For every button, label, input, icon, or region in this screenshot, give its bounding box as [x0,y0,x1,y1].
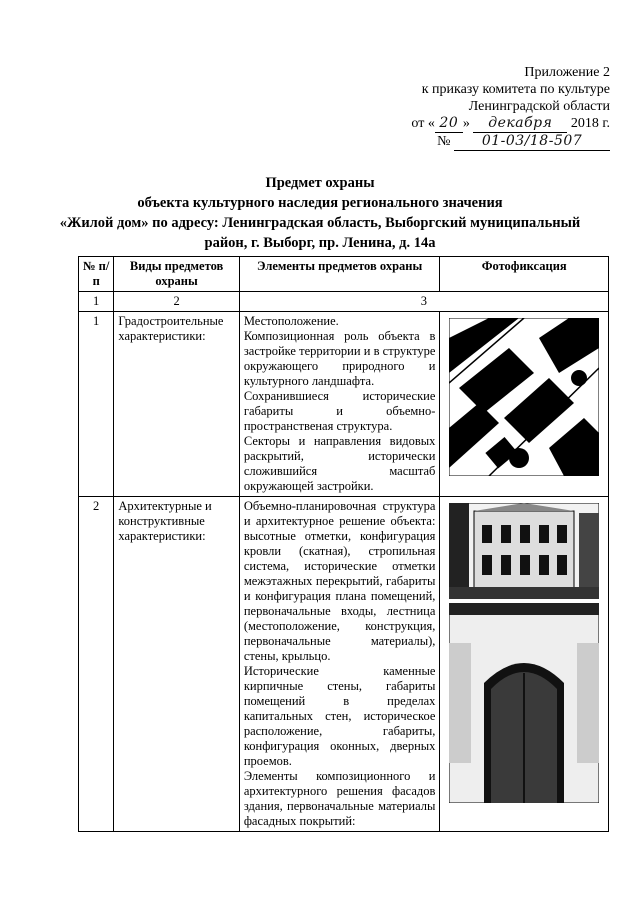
row-photo [440,312,609,497]
appendix-date-line [350,115,610,133]
header-num: № п/п [79,257,114,292]
table-row [79,312,609,497]
row-photo [440,497,609,832]
row-kind: Архитектурные и конструктивные характеристики: [114,497,239,832]
title-line-4: район, г. Выборг, пр. Ленина, д. 14а [204,235,436,251]
date-prefix: от « [411,116,435,131]
element-paragraph: Исторические каменные кирпичные стены, габариты помещений в пределах капитальных стен, историческое расположение, габариты, конфигурация оконных, дверных проемов. [243,664,436,768]
element-paragraph: Секторы и направления видовых раскрытий, исторически сложившийся масштаб окружающей застройки. [243,434,436,493]
row-kind: Градостроительные характеристики: [114,312,239,497]
header-elements: Элементы предметов охраны [239,257,440,292]
aerial-photo [449,318,599,476]
table-row [79,497,609,832]
title-line-2: объекта культурного наследия регионального значения [137,195,503,211]
date-month-handwritten: декабря [473,115,567,133]
element-paragraph: Местоположение. [243,314,339,328]
appendix-order-ref: к приказу комитета по культуре [421,82,610,97]
doorway-photo [449,603,599,803]
title-line-1: Предмет охраны [265,175,375,191]
element-paragraph: Композиционная роль объекта в застройке территории и в структуре окружающего природного и культурного ландшафта. [243,329,436,388]
number-prefix: № [437,134,451,149]
appendix-title: Приложение 2 [524,65,610,80]
index-1: 1 [79,292,114,312]
row-elements [239,497,440,832]
appendix-region: Ленинградской области [468,99,610,114]
element-paragraph: Элементы композиционного и архитектурного решения фасадов здания, первоначальные материалы фасадных покрытий: [243,769,436,828]
document-title [40,173,600,253]
index-3: 3 [239,292,608,312]
element-paragraph: Объемно-планировочная структура и архитектурное решение объекта: высотные отметки, конфигурация кровли (скатная), стропильная система, исторические отметки межэтажных перекрытий, габариты и конфигурация плана помещений, первоначальные входы, лестница (местоположение, конструкция, первоначальные материалы), стены, крыльцо. [243,499,436,663]
header-photo: Фотофиксация [440,257,609,292]
element-paragraph: Сохранившиеся исторические габариты и объемно-пространственая структура. [243,389,436,433]
order-number-handwritten: 01-03/18-507 [454,133,610,151]
appendix-header [350,64,610,151]
row-elements [239,312,440,497]
row-number: 2 [79,497,114,832]
protection-table [78,256,609,832]
table-header-row [79,257,609,292]
facade-photo [449,503,599,599]
appendix-number-line [350,133,610,151]
title-line-3: «Жилой дом» по адресу: Ленинградская область, Выборгский муниципальный [59,215,581,231]
date-day-handwritten: 20 [435,115,463,133]
date-year: 2018 г. [570,116,610,131]
header-kind: Виды предметов охраны [114,257,239,292]
date-mid: » [462,116,470,131]
index-2: 2 [114,292,239,312]
table-index-row [79,292,609,312]
row-number: 1 [79,312,114,497]
